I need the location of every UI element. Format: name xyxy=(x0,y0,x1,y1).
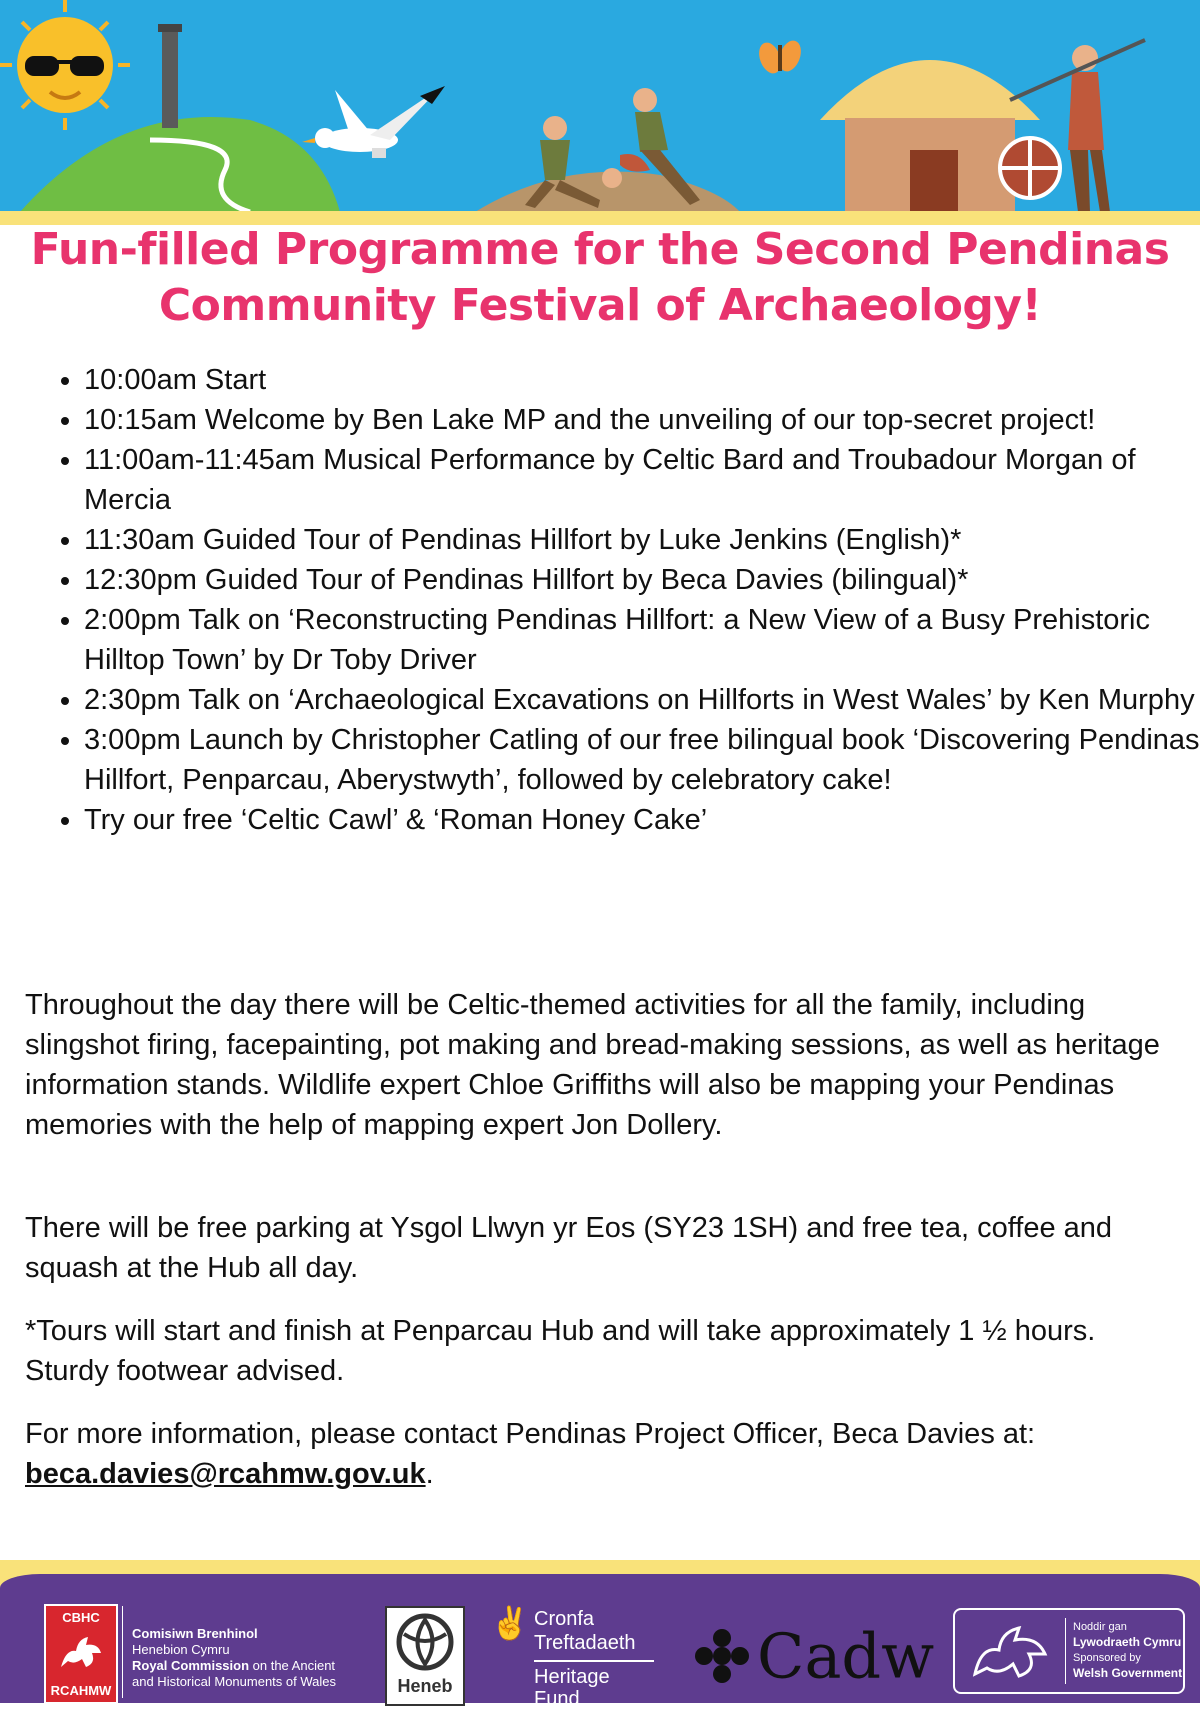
rcahmw-english-bold: Royal Commission xyxy=(132,1658,250,1673)
celtic-knot-icon xyxy=(390,1608,460,1676)
schedule-list xyxy=(48,360,1200,840)
schedule-item: • 11:00am-11:45am Musical Performance by Celtic Bard and Troubadour Morgan of Mercia xyxy=(84,440,1200,520)
schedule-item: • Try our free ‘Celtic Cawl’ & ‘Roman Honey Cake’ xyxy=(84,800,1200,840)
welsh-government-dragon-icon xyxy=(967,1616,1057,1686)
heritage-fund-divider xyxy=(534,1660,654,1662)
wg-line-1: Noddir gan xyxy=(1073,1621,1127,1633)
page-title xyxy=(0,222,1200,334)
wg-line-3: Sponsored by xyxy=(1073,1652,1141,1664)
schedule-item: • 11:30am Guided Tour of Pendinas Hillfort by Luke Jenkins (English)* xyxy=(84,520,1200,560)
rcahmw-english-rest: on the Ancient xyxy=(249,1658,336,1673)
welsh-dragon-icon xyxy=(56,1629,106,1673)
tours-note-paragraph: *Tours will start and finish at Penparcau Hub and will take approximately 1 ½ hours. Sturdy footwear advised. xyxy=(25,1315,1096,1387)
rcahmw-text xyxy=(132,1626,336,1690)
heritage-fund-line-2: Treftadaeth xyxy=(534,1632,636,1654)
title-line-1: Fun-filled Programme for the Second Pendinas xyxy=(30,224,1170,275)
schedule-item: • 10:15am Welcome by Ben Lake MP and the unveiling of our top-secret project! xyxy=(84,400,1200,440)
schedule-item: • 2:30pm Talk on ‘Archaeological Excavations on Hillforts in West Wales’ by Ken Murphy xyxy=(84,680,1200,720)
heritage-fund-line-1: Cronfa xyxy=(534,1608,595,1630)
hill-icon xyxy=(20,117,340,212)
butterfly-icon xyxy=(755,38,805,77)
cadw-logo xyxy=(695,1614,934,1692)
monument-icon xyxy=(162,28,178,128)
sponsor-band xyxy=(0,1574,1200,1710)
rcahmw-welsh-name-2: Henebion Cymru xyxy=(132,1642,230,1657)
sponsor-footer xyxy=(0,1560,1200,1710)
email-suffix: . xyxy=(425,1458,434,1490)
wg-line-4: Welsh Government xyxy=(1073,1666,1183,1680)
schedule-item: • 3:00pm Launch by Christopher Catling of our free bilingual book ‘Discovering Pendinas Hillfort, Penparcau, Aberystwyth’, followed by celebratory cake! xyxy=(84,720,1200,800)
schedule-item: • 12:30pm Guided Tour of Pendinas Hillfort by Beca Davies (bilingual)* xyxy=(84,560,1200,600)
heneb-label: Heneb xyxy=(397,1676,453,1696)
activities-paragraph: Throughout the day there will be Celtic-themed activities for all the family, including slingshot firing, facepainting, pot making and bread-making sessions, as well as heritage information stands. Wildlife expert Chloe Griffiths will also be mapping your Pendinas memories with the help of mapping expert Jon Dollery. xyxy=(25,989,1160,1141)
welsh-government-text xyxy=(1073,1620,1182,1682)
rcahmw-divider xyxy=(122,1606,123,1698)
rcahmw-english-name-2: and Historical Monuments of Wales xyxy=(132,1674,336,1689)
heneb-logo xyxy=(385,1606,465,1706)
rcahmw-box-bottom: RCAHMW xyxy=(50,1683,112,1698)
rcahmw-welsh-name-1: Comisiwn Brenhinol xyxy=(132,1626,258,1641)
contact-text: For more information, please contact Pendinas Project Officer, Beca Davies at: xyxy=(25,1418,1036,1450)
contact-email-link[interactable]: beca.davies@rcahmw.gov.uk xyxy=(25,1458,426,1490)
celtic-warrior-icon xyxy=(1000,40,1145,212)
cadw-wordmark: Cadw xyxy=(757,1619,935,1693)
contact-paragraph xyxy=(25,1414,1175,1494)
sun-icon xyxy=(0,0,130,130)
welsh-government-divider xyxy=(1065,1618,1066,1684)
wg-line-2: Lywodraeth Cymru xyxy=(1073,1635,1182,1649)
rcahmw-box-top: CBHC xyxy=(62,1610,100,1625)
seagull-icon xyxy=(302,86,445,158)
schedule-item: • 10:00am Start xyxy=(84,360,1200,400)
heritage-fund-line-4: Fund xyxy=(534,1688,580,1710)
heritage-fund-hand-icon: ✌ xyxy=(490,1605,530,1641)
cadw-cross-icon xyxy=(695,1629,749,1683)
parking-paragraph: There will be free parking at Ysgol Llwyn yr Eos (SY23 1SH) and free tea, coffee and squash at the Hub all day. xyxy=(25,1212,1113,1284)
header-illustration xyxy=(0,0,1200,225)
title-line-2: Community Festival of Archaeology! xyxy=(158,280,1042,331)
rcahmw-logo xyxy=(44,1604,118,1704)
heritage-fund-line-3: Heritage xyxy=(534,1666,610,1688)
welsh-government-logo xyxy=(953,1608,1185,1694)
schedule-item: • 2:00pm Talk on ‘Reconstructing Pendinas Hillfort: a New View of a Busy Prehistoric Hilltop Town’ by Dr Toby Driver xyxy=(84,600,1200,680)
festival-scene-illustration xyxy=(0,0,1200,225)
